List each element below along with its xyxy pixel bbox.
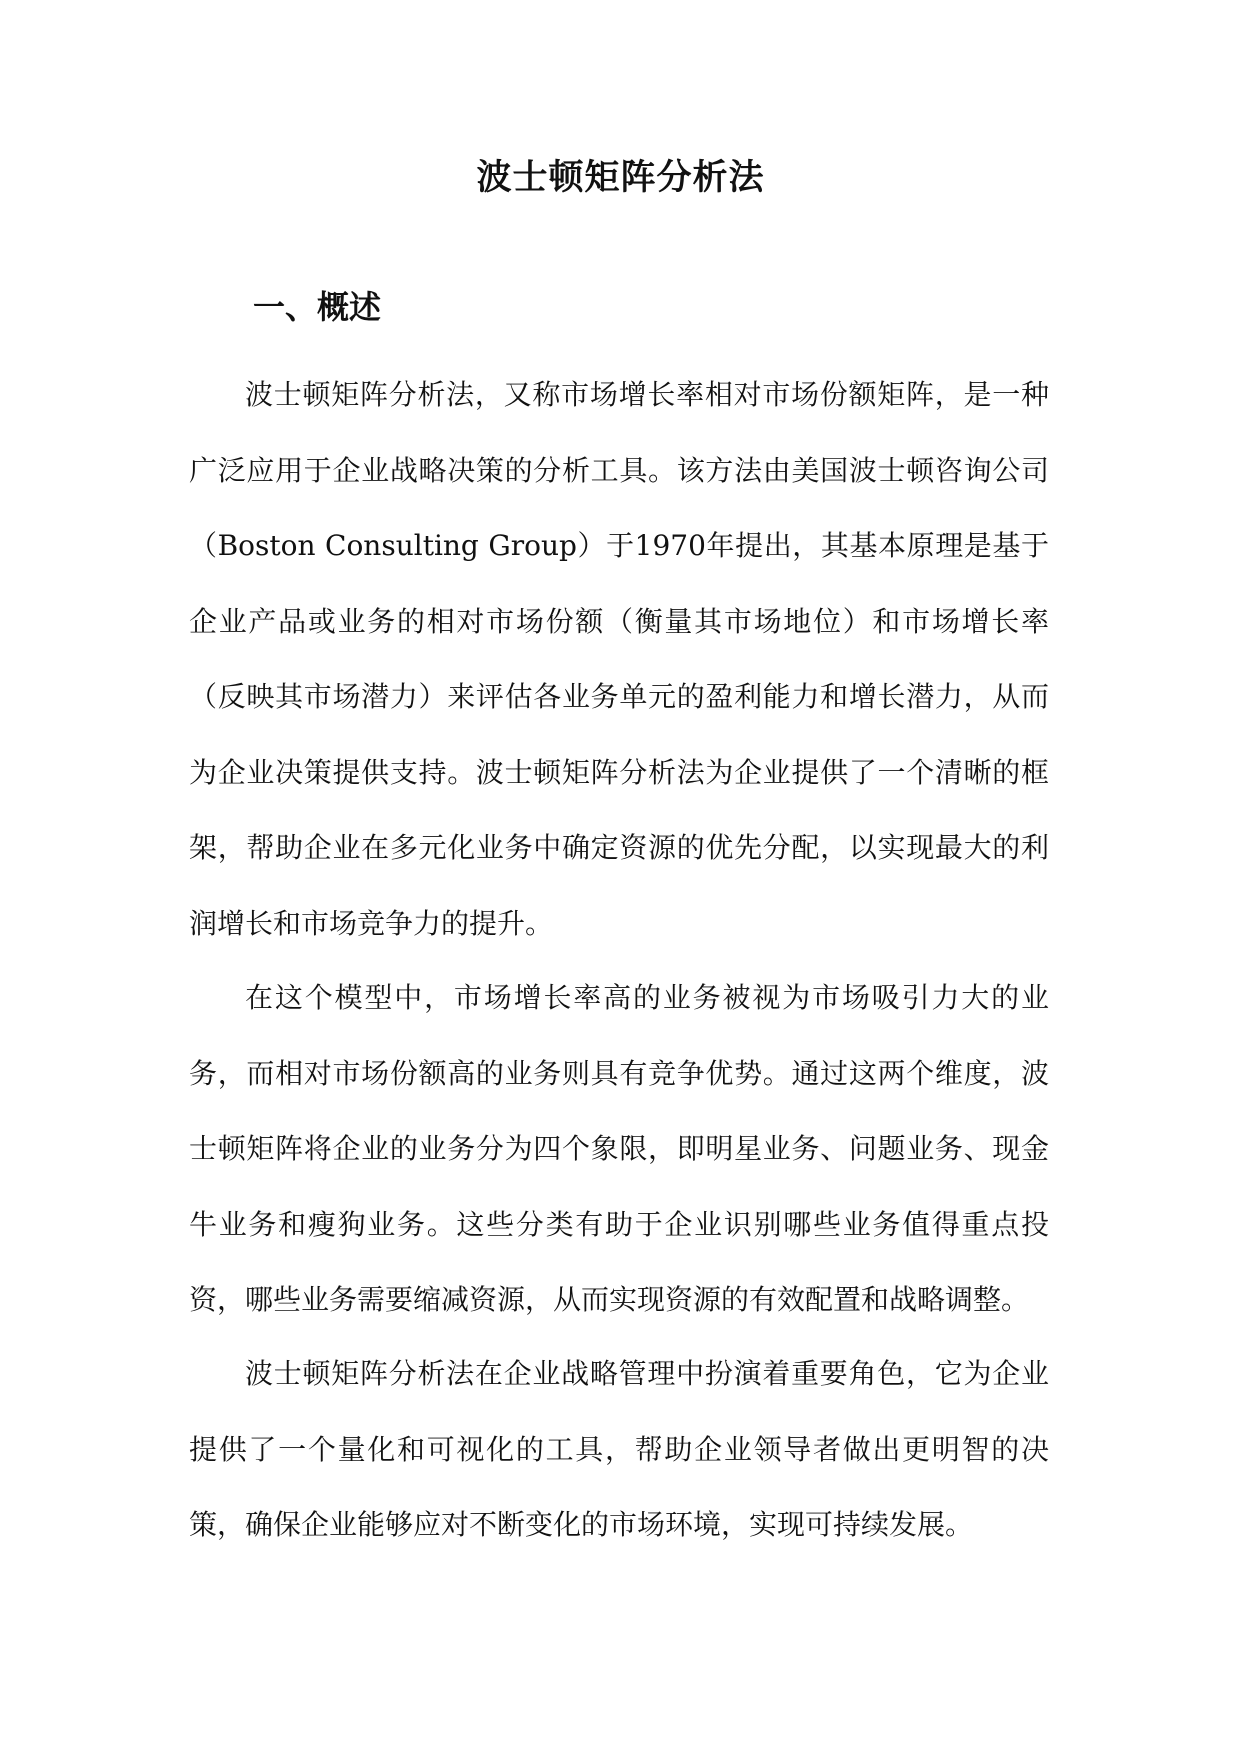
paragraph-overview-1: 波士顿矩阵分析法，又称市场增长率相对市场份额矩阵，是一种广泛应用于企业战略决策的分析工具。该方法由美国波士顿咨询公司（Boston Consulting Group）于1970年提出，其基本原理是基于企业产品或业务的相对市场份额（衡量其市场地位）和市场增长率（反映其市场潜力）来评估各业务单元的盈利能力和增长潜力，从而为企业决策提供支持。波士顿矩阵分析法为企业提供了一个清晰的框架，帮助企业在多元化业务中确定资源的优先分配，以实现最大的利润增长和市场竞争力的提升。 — [189, 378, 1049, 940]
page-title: 波士顿矩阵分析法 — [476, 157, 765, 198]
paragraph-overview-2: 在这个模型中，市场增长率高的业务被视为市场吸引力大的业务，而相对市场份额高的业务则具有竞争优势。通过这两个维度，波士顿矩阵将企业的业务分为四个象限，即明星业务、问题业务、现金牛业务和瘦狗业务。这些分类有助于企业识别哪些业务值得重点投资，哪些业务需要缩减资源，从而实现资源的有效配置和战略调整。 — [189, 981, 1049, 1316]
paragraph-overview-3: 波士顿矩阵分析法在企业战略管理中扮演着重要角色，它为企业提供了一个量化和可视化的工具，帮助企业领导者做出更明智的决策，确保企业能够应对不断变化的市场环境，实现可持续发展。 — [189, 1357, 1049, 1541]
section-heading: 一、概述 — [253, 288, 382, 326]
